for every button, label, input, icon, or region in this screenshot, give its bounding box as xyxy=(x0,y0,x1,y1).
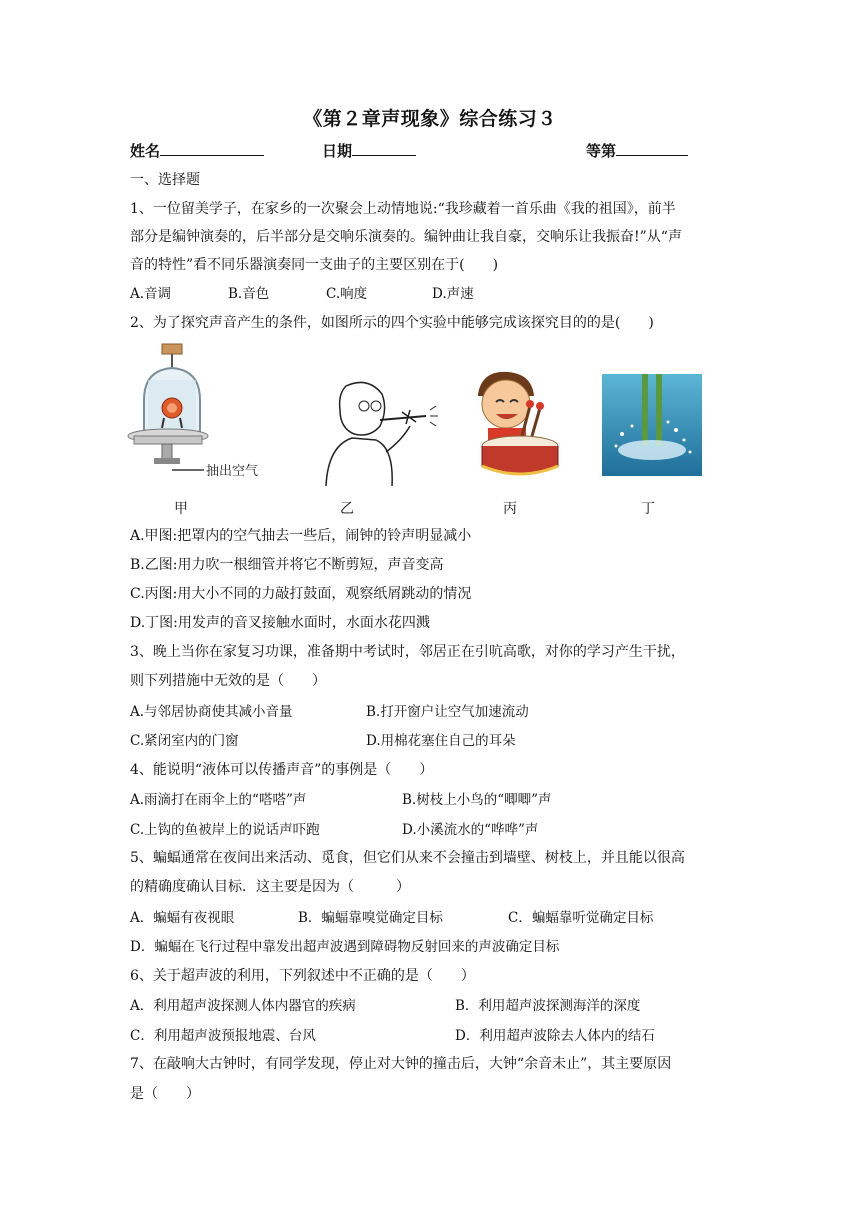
q4-text-line1: 4、能说明“液体可以传播声音”的事例是（ ） xyxy=(130,762,434,778)
tuning-fork-water-figure xyxy=(602,374,702,476)
name-blank xyxy=(160,141,264,156)
q3-option-c: C.紧闭室内的门窗 xyxy=(130,733,239,749)
figure-caption-b: 乙 xyxy=(340,501,354,517)
name-label: 姓名 xyxy=(130,142,161,160)
q4-option-c: C.上钩的鱼被岸上的说话声吓跑 xyxy=(130,822,320,838)
date-label: 日期 xyxy=(322,142,353,160)
figure-caption-a: 甲 xyxy=(174,501,188,517)
q5-option-d: D．蝙蝠在飞行过程中靠发出超声波遇到障碍物反射回来的声波确定目标 xyxy=(130,939,560,955)
section-heading: 一、选择题 xyxy=(130,172,200,188)
q2-option-c: C.丙图:用大小不同的力敲打鼓面，观察纸屑跳动的情况 xyxy=(130,586,472,602)
q5-text-line2: 的精确度确认目标．这主要是因为（ ） xyxy=(130,879,410,895)
q1-text-line1: 1、一位留美学子，在家乡的一次聚会上动情地说:“我珍藏着一首乐曲《我的祖国》，前半 xyxy=(130,201,676,217)
date-field xyxy=(322,140,416,161)
q5-option-c: C．蝙蝠靠听觉确定目标 xyxy=(508,910,654,926)
q6-option-d: D．利用超声波除去人体内的结石 xyxy=(455,1028,655,1044)
page-title: 《第２章声现象》综合练习３ xyxy=(303,108,557,130)
boy-drum-figure xyxy=(462,366,572,478)
q5-option-a: A．蝙蝠有夜视眼 xyxy=(130,910,235,926)
q2-option-d: D.丁图:用发声的音叉接触水面时，水面水花四溅 xyxy=(130,615,430,631)
q7-text-line2: 是（ ） xyxy=(130,1086,200,1102)
q5-option-b: B．蝙蝠靠嗅觉确定目标 xyxy=(298,910,443,926)
grade-label: 等第 xyxy=(586,142,617,160)
pump-out-air-label: 抽出空气 xyxy=(206,464,259,479)
name-field xyxy=(130,140,264,161)
q2-text-line1: 2、为了探究声音产生的条件，如图所示的四个实验中能够完成该探究目的的是( ) xyxy=(130,315,654,331)
date-blank xyxy=(352,141,416,156)
q1-option-c: C.响度 xyxy=(326,286,368,302)
grade-blank xyxy=(616,141,688,156)
q6-option-b: B．利用超声波探测海洋的深度 xyxy=(455,998,641,1014)
q3-option-b: B.打开窗户让空气加速流动 xyxy=(366,704,529,720)
q2-option-a: A.甲图:把罩内的空气抽去一些后，闹钟的铃声明显减小 xyxy=(130,528,472,544)
q1-option-a: A.音调 xyxy=(130,286,172,302)
figure-caption-c: 丙 xyxy=(503,501,517,517)
q4-option-b: B.树枝上小鸟的“唧唧”声 xyxy=(402,792,552,808)
bell-jar-figure xyxy=(126,340,276,490)
q5-text-line1: 5、蝙蝠通常在夜间出来活动、觅食，但它们从来不会撞击到墙壁、树枝上，并且能以很高 xyxy=(130,850,685,866)
q1-text-line3: 音的特性”看不同乐器演奏同一支曲子的主要区别在于( ) xyxy=(130,257,499,273)
q2-option-b: B.乙图:用力吹一根细管并将它不断剪短，声音变高 xyxy=(130,557,444,573)
grade-field xyxy=(586,140,688,161)
q6-option-a: A．利用超声波探测人体内器官的疾病 xyxy=(130,998,356,1014)
man-blowing-tube-figure xyxy=(306,376,446,488)
q3-option-a: A.与邻居协商使其减小音量 xyxy=(130,704,293,720)
q3-text-line1: 3、晚上当你在家复习功课，准备期中考试时，邻居正在引吭高歌，对你的学习产生干扰， xyxy=(130,644,685,660)
q4-option-d: D.小溪流水的“哗哗”声 xyxy=(402,822,539,838)
q3-text-line2: 则下列措施中无效的是（ ） xyxy=(130,673,326,689)
q6-text-line1: 6、关于超声波的利用，下列叙述中不正确的是（ ） xyxy=(130,968,475,984)
q1-option-d: D.声速 xyxy=(432,286,474,302)
q1-option-b: B.音色 xyxy=(228,286,270,302)
q3-option-d: D.用棉花塞住自己的耳朵 xyxy=(366,733,516,749)
q1-text-line2: 部分是编钟演奏的，后半部分是交响乐演奏的。编钟曲让我自豪，交响乐让我振奋!”从“声 xyxy=(130,229,682,245)
figure-caption-d: 丁 xyxy=(641,501,655,517)
q6-option-c: C．利用超声波预报地震、台风 xyxy=(130,1028,316,1044)
q4-option-a: A.雨滴打在雨伞上的“嗒嗒”声 xyxy=(130,792,307,808)
q7-text-line1: 7、在敲响大古钟时，有同学发现，停止对大钟的撞击后，大钟“余音未止”，其主要原因 xyxy=(130,1056,672,1072)
